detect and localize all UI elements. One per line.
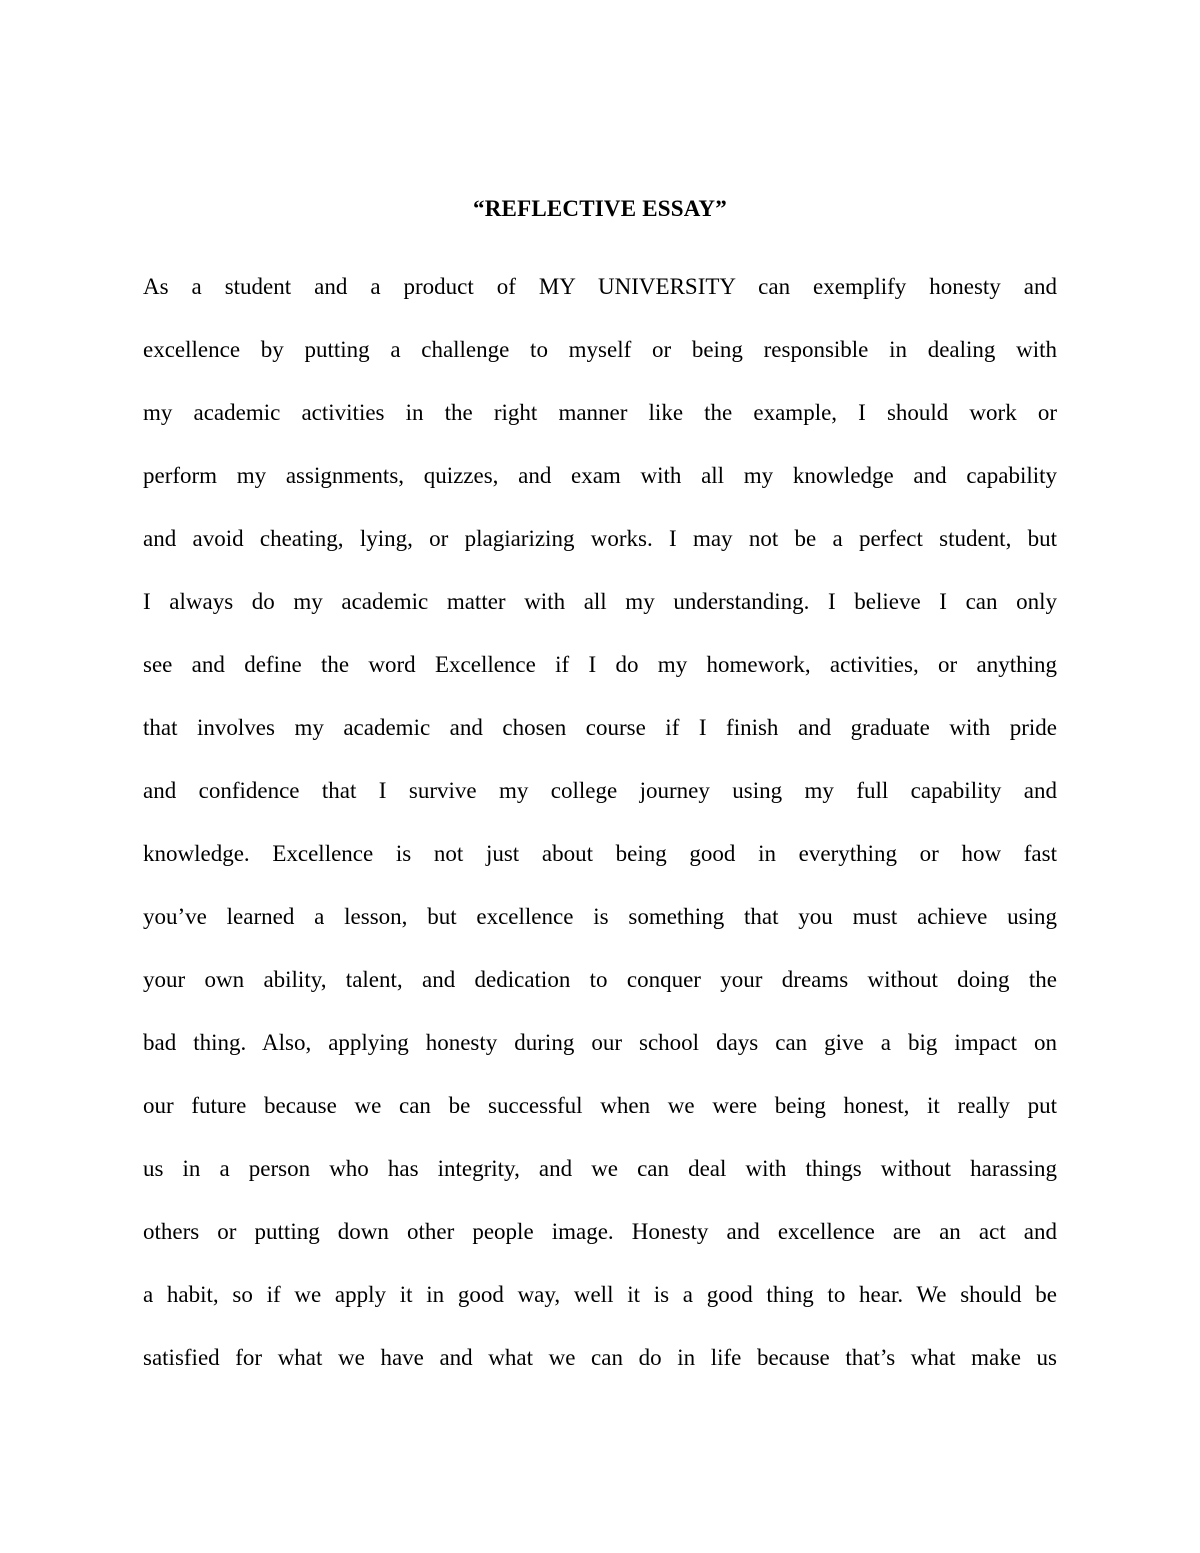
essay-title: “REFLECTIVE ESSAY” (473, 196, 727, 221)
essay-line: see and define the word Excellence if I do my homework, activities, or anything (143, 652, 1057, 677)
essay-line: As a student and a product of MY UNIVERSITY can exemplify honesty and (143, 274, 1057, 299)
essay-line: excellence by putting a challenge to myself or being responsible in dealing with (143, 337, 1057, 362)
essay-line: perform my assignments, quizzes, and exam with all my knowledge and capability (143, 463, 1057, 488)
essay-line: our future because we can be successful when we were being honest, it really put (143, 1093, 1057, 1118)
essay-line: and confidence that I survive my college journey using my full capability and (143, 778, 1057, 803)
essay-line: your own ability, talent, and dedication to conquer your dreams without doing the (143, 967, 1057, 992)
essay-body (143, 272, 1057, 1406)
essay-line: satisfied for what we have and what we can do in life because that’s what make us (143, 1345, 1057, 1370)
essay-line: others or putting down other people image. Honesty and excellence are an act and (143, 1219, 1057, 1244)
essay-line: knowledge. Excellence is not just about being good in everything or how fast (143, 841, 1057, 866)
essay-line: you’ve learned a lesson, but excellence is something that you must achieve using (143, 904, 1057, 929)
essay-line: bad thing. Also, applying honesty during our school days can give a big impact on (143, 1030, 1057, 1055)
essay-line: my academic activities in the right manner like the example, I should work or (143, 400, 1057, 425)
essay-line: us in a person who has integrity, and we can deal with things without harassing (143, 1156, 1057, 1181)
essay-line: that involves my academic and chosen course if I finish and graduate with pride (143, 715, 1057, 740)
essay-line: I always do my academic matter with all my understanding. I believe I can only (143, 589, 1057, 614)
essay-line: a habit, so if we apply it in good way, well it is a good thing to hear. We should be (143, 1282, 1057, 1307)
essay-line: and avoid cheating, lying, or plagiarizing works. I may not be a perfect student, but (143, 526, 1057, 551)
